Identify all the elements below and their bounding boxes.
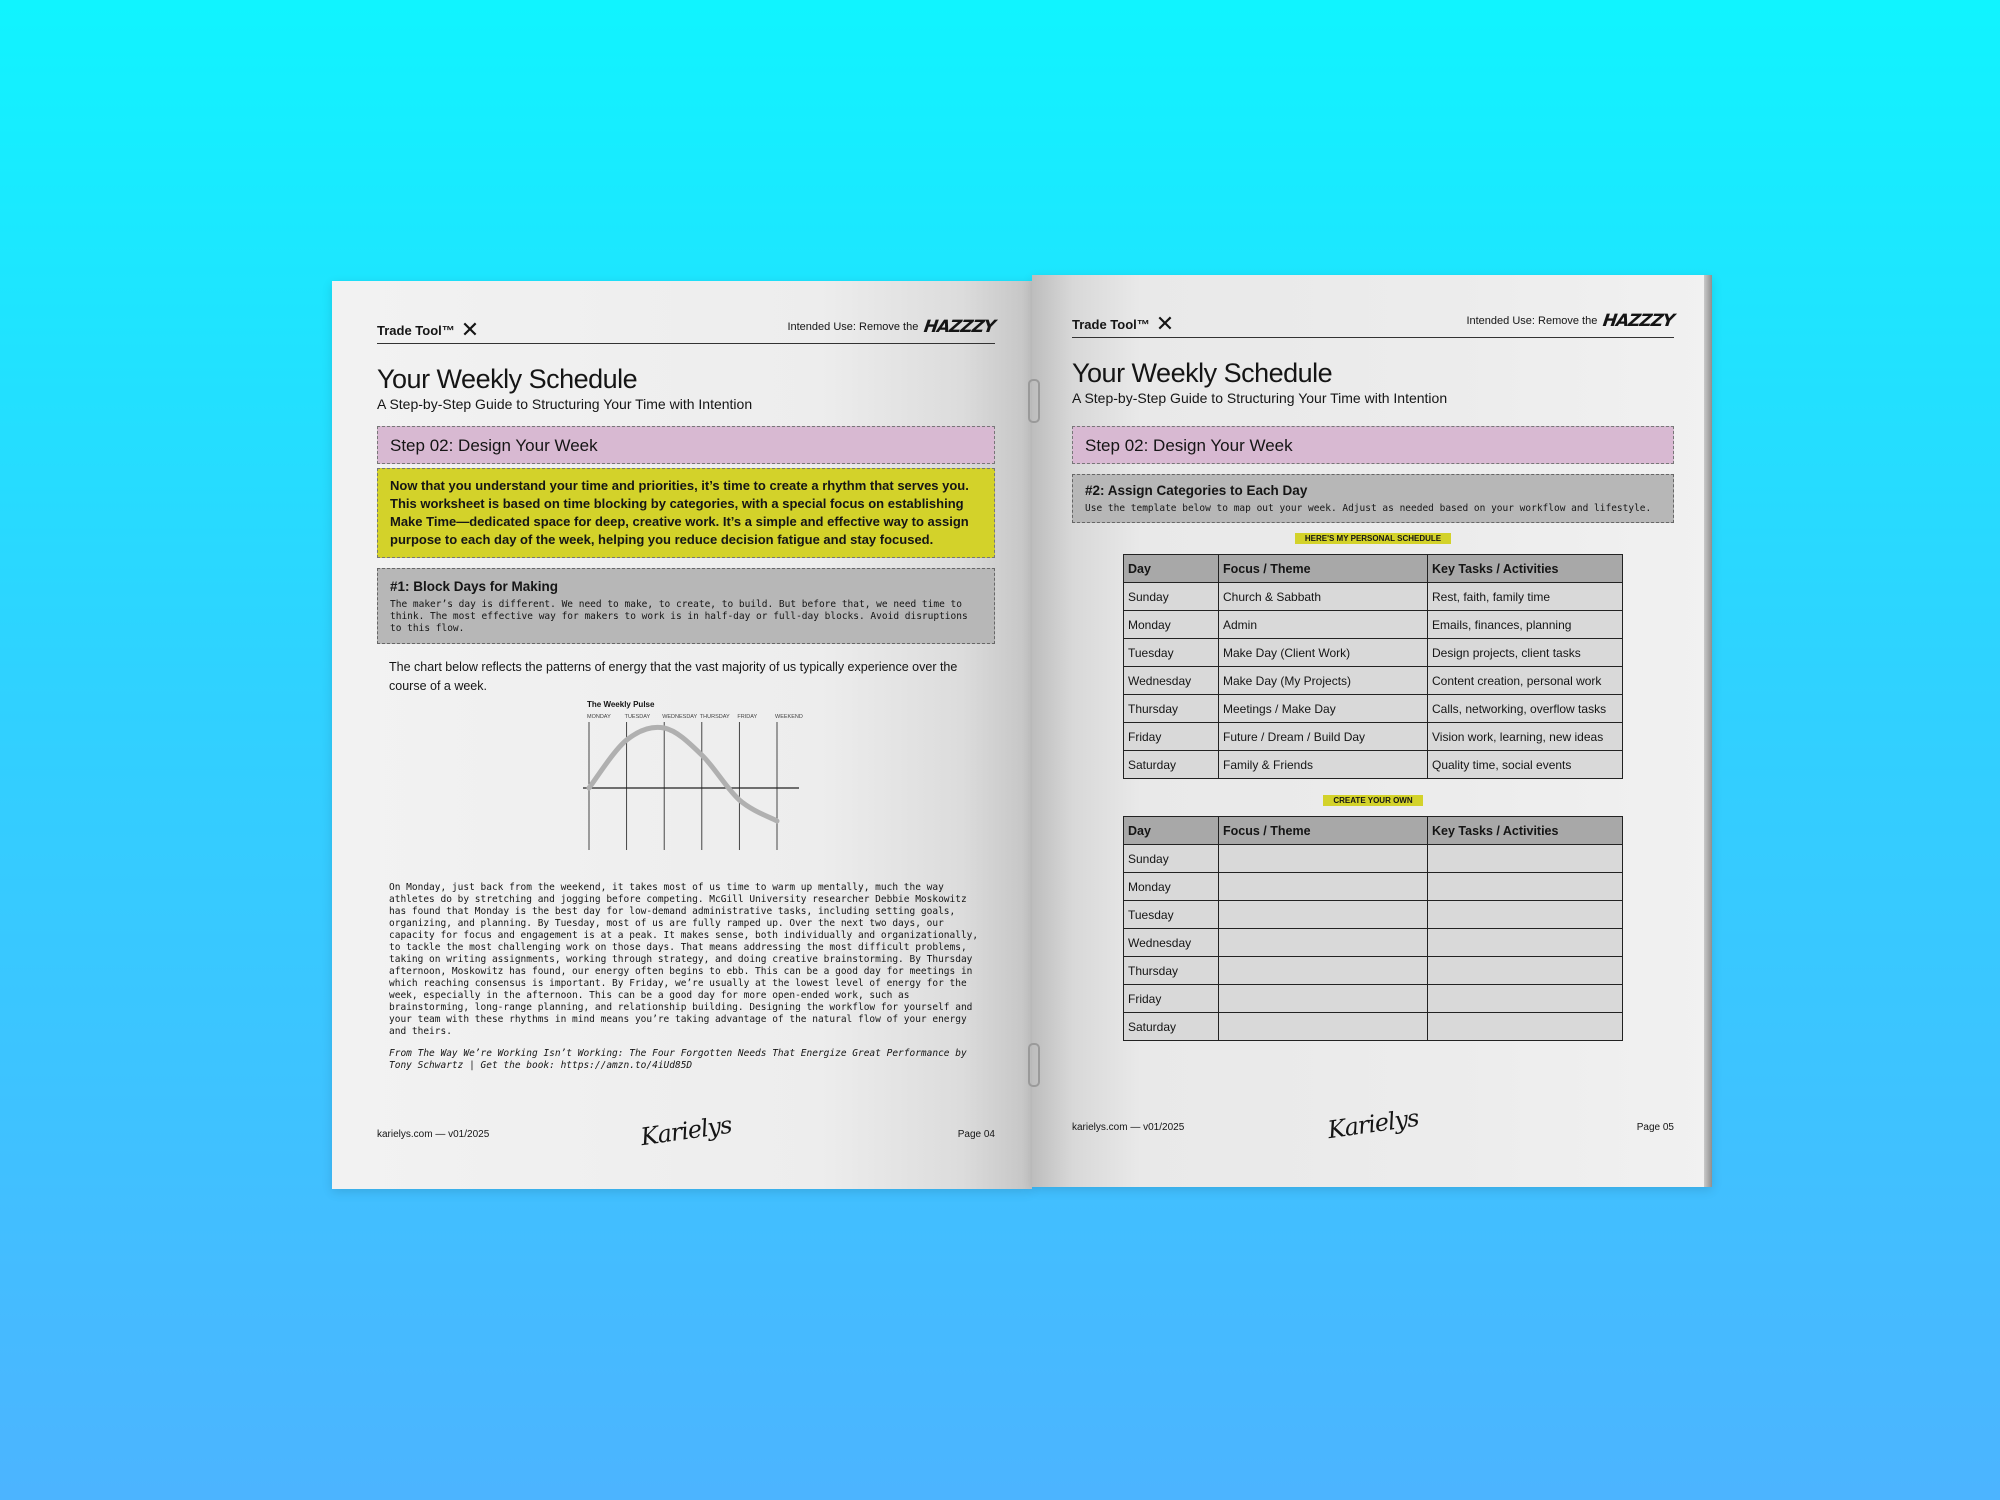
- block-days-box: [377, 568, 995, 644]
- chart-day-label: FRIDAY: [737, 714, 758, 720]
- cell-day: Sunday: [1124, 583, 1219, 611]
- chart-day-label: WEEKEND: [775, 714, 803, 720]
- cell-tasks-blank[interactable]: [1428, 845, 1623, 873]
- quote-text: On Monday, just back from the weekend, it takes most of us time to warm up mentally, much the way athletes do by stretching and jogging before competing. McGill University researcher Debbie Moskowitz has found that Monday is the best day for low-demand administrative tasks, including setting goals, organizing, and planning. By Tuesday, most of us are fully ramped up. Over the next two days, our capacity for focus and engagement is at a peak. It makes sense, both individually and organizationally, to tackle the most challenging work on those days. That means addressing the most difficult problems, taking on writing assignments, working through strategy, and doing creative brainstorming. By Thursday afternoon, Moskowitz has found, our energy often begins to ebb. This can be a good day for meetings in which reaching consensus is important. By Friday, we’re usually at the lowest level of energy for the week, especially in the afternoon. This can be a good day for more open-ended work, such as brainstorming, long-range planning, and relationship building. Designing the workflow for yourself and your team with these rhythms in mind means you’re taking advantage of the natural flow of your energy and theirs.: [389, 882, 979, 1037]
- cell-day: Thursday: [1124, 695, 1219, 723]
- table-row: [1124, 873, 1623, 901]
- cell-focus-blank[interactable]: [1219, 845, 1428, 873]
- cell-tasks: Content creation, personal work: [1428, 667, 1623, 695]
- cell-focus: Church & Sabbath: [1219, 583, 1428, 611]
- personal-schedule-table: [1123, 554, 1623, 779]
- cell-tasks-blank[interactable]: [1428, 985, 1623, 1013]
- page-right: [1032, 275, 1712, 1187]
- chart-day-label: MONDAY: [587, 714, 611, 720]
- cell-focus-blank[interactable]: [1219, 957, 1428, 985]
- cell-day: Wednesday: [1124, 929, 1219, 957]
- column-header: Focus / Theme: [1219, 555, 1428, 583]
- intended-use-label: Intended Use: Remove the: [787, 321, 919, 333]
- cell-day: Saturday: [1124, 1013, 1219, 1041]
- intended-use: [1466, 311, 1674, 331]
- quote-citation: From The Way We’re Working Isn’t Working: The Four Forgotten Needs That Energize Great Performance by Tony Schwartz | Get the book: https://amzn.to/4iUd85D: [389, 1048, 967, 1071]
- booklet-spread: [332, 275, 1712, 1187]
- block-days-title: #1: Block Days for Making: [390, 579, 559, 594]
- cell-focus: Admin: [1219, 611, 1428, 639]
- intro-highlight: Now that you understand your time and priorities, it’s time to create a rhythm that serves you. This worksheet is based on time blocking by categories, with a special focus on establishing Make Time—dedicated space for deep, creative work. It’s a simple and effective way to assign purpose to each day of the week, helping you reduce decision fatigue and stay focused.: [377, 468, 995, 558]
- cell-day: Thursday: [1124, 957, 1219, 985]
- column-header: Key Tasks / Activities: [1428, 817, 1623, 845]
- chart-canvas: [577, 700, 837, 860]
- crossed-tools-icon: ✕: [460, 317, 480, 342]
- cell-focus-blank[interactable]: [1219, 873, 1428, 901]
- chart-day-label: TUESDAY: [624, 714, 651, 720]
- column-header: Day: [1124, 555, 1219, 583]
- table-row: [1124, 639, 1623, 667]
- cell-day: Monday: [1124, 611, 1219, 639]
- assign-categories-box: [1072, 474, 1674, 523]
- table-row: [1124, 985, 1623, 1013]
- brand-label: Trade Tool™: [377, 322, 455, 338]
- cell-tasks-blank[interactable]: [1428, 957, 1623, 985]
- cell-day: Sunday: [1124, 845, 1219, 873]
- cell-tasks-blank[interactable]: [1428, 929, 1623, 957]
- cell-day: Saturday: [1124, 751, 1219, 779]
- page-subtitle: A Step-by-Step Guide to Structuring Your Time with Intention: [1072, 390, 1448, 406]
- table-row: [1124, 667, 1623, 695]
- cell-focus-blank[interactable]: [1219, 1013, 1428, 1041]
- cell-focus: Make Day (Client Work): [1219, 639, 1428, 667]
- cell-day: Wednesday: [1124, 667, 1219, 695]
- brand-label: Trade Tool™: [1072, 316, 1150, 332]
- blank-schedule-table: [1123, 816, 1623, 1041]
- brand: [377, 317, 480, 342]
- step-heading: Step 02: Design Your Week: [377, 426, 995, 464]
- cell-focus-blank[interactable]: [1219, 901, 1428, 929]
- table-row: [1124, 611, 1623, 639]
- page-left: [332, 281, 1032, 1189]
- page-title: Your Weekly Schedule: [377, 364, 638, 394]
- cell-tasks: Calls, networking, overflow tasks: [1428, 695, 1623, 723]
- table-row: [1124, 695, 1623, 723]
- chart-day-label: WEDNESDAY: [662, 714, 698, 720]
- brand: [1072, 311, 1175, 336]
- table-header-row: [1124, 555, 1623, 583]
- table-row: [1124, 751, 1623, 779]
- table-row: [1124, 1013, 1623, 1041]
- chart-day-label: THURSDAY: [699, 714, 730, 720]
- cell-tasks: Vision work, learning, new ideas: [1428, 723, 1623, 751]
- weekly-pulse-chart: [577, 700, 837, 860]
- cell-day: Friday: [1124, 985, 1219, 1013]
- chart-intro: The chart below reflects the patterns of energy that the vast majority of us typically experience over the course of a week.: [389, 660, 958, 693]
- footer-site: karielys.com — v01/2025: [377, 1129, 490, 1140]
- cell-tasks-blank[interactable]: [1428, 1013, 1623, 1041]
- cell-tasks-blank[interactable]: [1428, 873, 1623, 901]
- cell-focus: Meetings / Make Day: [1219, 695, 1428, 723]
- intended-use: [787, 317, 995, 337]
- cell-tasks: Rest, faith, family time: [1428, 583, 1623, 611]
- signature-logo: Karielys: [638, 1110, 734, 1152]
- table-row: [1124, 957, 1623, 985]
- footer-site: karielys.com — v01/2025: [1072, 1122, 1185, 1133]
- cell-focus: Future / Dream / Build Day: [1219, 723, 1428, 751]
- create-your-own-tag: CREATE YOUR OWN: [1323, 795, 1422, 806]
- staple-bottom: [1028, 1043, 1040, 1087]
- column-header: Day: [1124, 817, 1219, 845]
- hazzzy-logo: HAZZZY: [1601, 311, 1676, 331]
- energy-curve: [589, 727, 777, 821]
- page-footer: [377, 1110, 995, 1152]
- block-days-text: The maker’s day is different. We need to make, to create, to build. But before that, we need time to think. The most effective way for makers to work is in half-day or full-day blocks. Avoid disruptions to this flow.: [390, 599, 968, 634]
- page-footer: [1072, 1103, 1674, 1145]
- cell-tasks-blank[interactable]: [1428, 901, 1623, 929]
- intended-use-label: Intended Use: Remove the: [1466, 315, 1598, 327]
- page-header: [1072, 309, 1674, 338]
- table-header-row: [1124, 817, 1623, 845]
- cell-day: Tuesday: [1124, 901, 1219, 929]
- crossed-tools-icon: ✕: [1155, 311, 1175, 336]
- chart-title: The Weekly Pulse: [587, 700, 655, 709]
- column-header: Key Tasks / Activities: [1428, 555, 1623, 583]
- table-row: [1124, 901, 1623, 929]
- page-number: Page 04: [957, 1129, 995, 1140]
- signature-logo: Karielys: [1325, 1103, 1421, 1145]
- table-row: [1124, 929, 1623, 957]
- table-row: [1124, 723, 1623, 751]
- page-header: [377, 315, 995, 344]
- cell-focus-blank[interactable]: [1219, 929, 1428, 957]
- assign-categories-title: #2: Assign Categories to Each Day: [1085, 483, 1308, 498]
- cell-tasks: Quality time, social events: [1428, 751, 1623, 779]
- cell-tasks: Design projects, client tasks: [1428, 639, 1623, 667]
- cell-day: Friday: [1124, 723, 1219, 751]
- cell-focus: Family & Friends: [1219, 751, 1428, 779]
- table-row: [1124, 845, 1623, 873]
- cell-day: Monday: [1124, 873, 1219, 901]
- cell-focus-blank[interactable]: [1219, 985, 1428, 1013]
- cell-focus: Make Day (My Projects): [1219, 667, 1428, 695]
- personal-schedule-tag: HERE'S MY PERSONAL SCHEDULE: [1295, 533, 1451, 544]
- hazzzy-logo: HAZZZY: [922, 317, 997, 337]
- page-number: Page 05: [1636, 1122, 1674, 1133]
- column-header: Focus / Theme: [1219, 817, 1428, 845]
- page-subtitle: A Step-by-Step Guide to Structuring Your Time with Intention: [377, 396, 753, 412]
- staple-top: [1028, 379, 1040, 423]
- assign-categories-text: Use the template below to map out your week. Adjust as needed based on your workflow and lifestyle.: [1085, 503, 1652, 514]
- page-title: Your Weekly Schedule: [1072, 358, 1333, 388]
- table-row: [1124, 583, 1623, 611]
- step-heading: Step 02: Design Your Week: [1072, 426, 1674, 464]
- cell-day: Tuesday: [1124, 639, 1219, 667]
- cell-tasks: Emails, finances, planning: [1428, 611, 1623, 639]
